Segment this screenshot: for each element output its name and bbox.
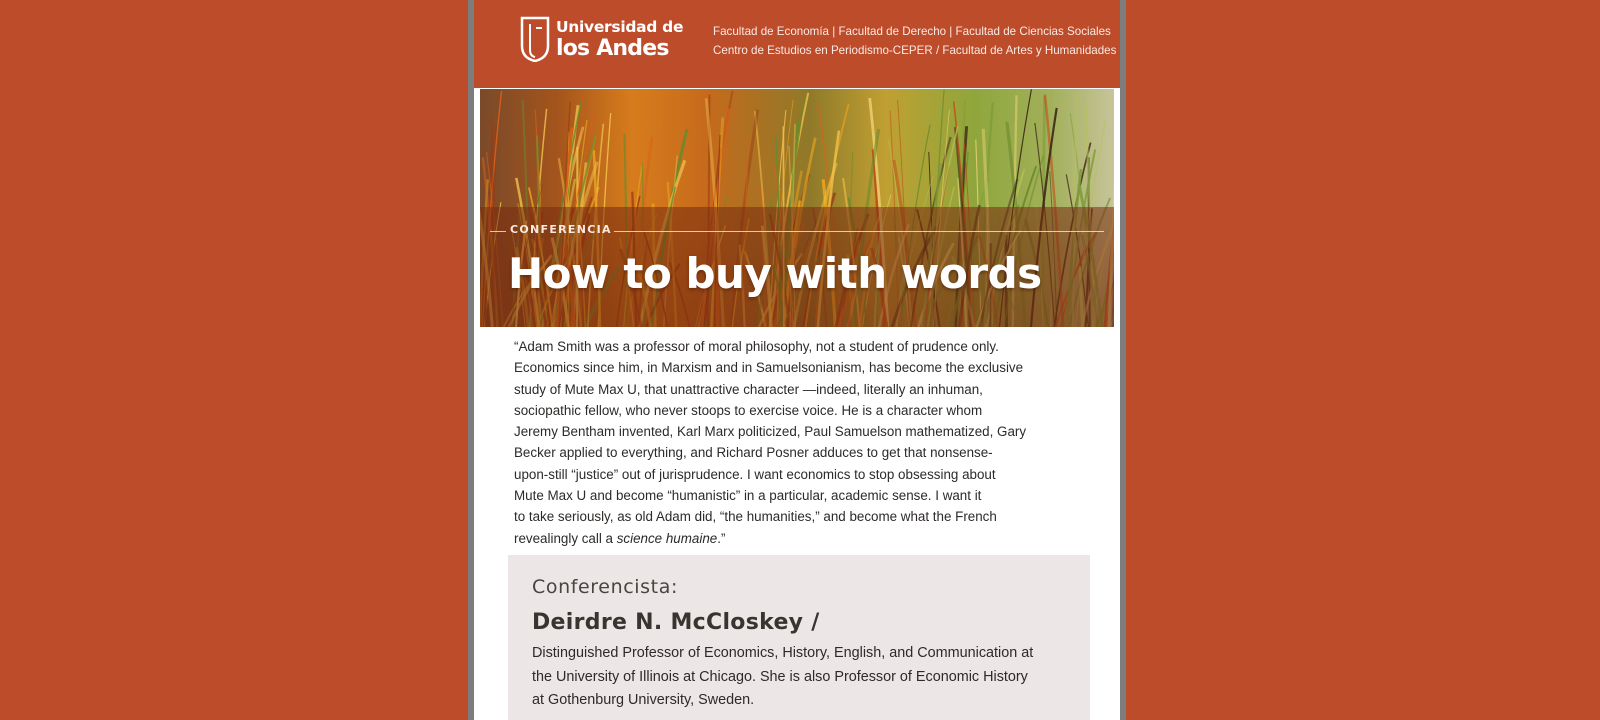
quote-line: upon-still “justice” out of jurisprudence. I want economics to stop obsessing about — [514, 466, 996, 482]
event-title: How to buy with words — [508, 249, 1042, 298]
event-quote — [514, 336, 1074, 549]
speaker-name: Deirdre N. McCloskey / — [532, 610, 820, 635]
speaker-panel — [508, 555, 1090, 720]
quote-line: Jeremy Bentham invented, Karl Marx politicized, Paul Samuelson mathematized, Gary — [514, 424, 1027, 440]
quote-line: Economics since him, in Marxism and in Samuelsonianism, has become the exclusive — [514, 360, 1024, 376]
quote-line: sociopathic fellow, who never stoops to exercise voice. He is a character whom — [514, 402, 983, 418]
faculties-line: Facultad de Economía | Facultad de Derecho | Facultad de Ciencias Sociales — [713, 25, 1111, 38]
event-poster — [474, 0, 1120, 720]
quote-line: study of Mute Max U, that unattractive character —indeed, literally an inhuman, — [514, 381, 983, 397]
logo-text-line1: Universidad de — [556, 18, 684, 36]
quote-line: Mute Max U and become “humanistic” in a particular, academic sense. I want it — [514, 488, 982, 504]
quote-line: “Adam Smith was a professor of moral philosophy, not a student of prudence only. — [514, 339, 999, 354]
hero-banner — [480, 89, 1114, 327]
speaker-bio — [532, 642, 1072, 713]
faculties-list — [713, 22, 1116, 60]
quote-last-line — [514, 528, 1074, 549]
andes-shield-icon — [518, 16, 552, 62]
speaker-bio-line: Distinguished Professor of Economics, History, English, and Communication at — [532, 645, 1034, 661]
event-type-label: CONFERENCIA — [510, 223, 612, 236]
kicker-rule-right — [614, 231, 1104, 232]
quote-text: .” — [717, 530, 726, 546]
university-logo — [518, 16, 684, 66]
quote-line: Becker applied to everything, and Richard Posner adduces to get that nonsense- — [514, 445, 993, 461]
faculties-line: Centro de Estudios en Periodismo-CEPER / Facultad de Artes y Humanidades — [713, 44, 1117, 57]
speaker-bio-line: at Gothenburg University, Sweden. — [532, 692, 755, 708]
poster-header — [474, 0, 1120, 88]
quote-text: revealingly call a — [514, 530, 617, 546]
speaker-label: Conferencista: — [532, 576, 678, 598]
quote-line: to take seriously, as old Adam did, “the humanities,” and become what the French — [514, 509, 997, 525]
logo-text-line2: los Andes — [556, 36, 669, 61]
quote-italic-term: science humaine — [616, 530, 718, 546]
kicker-rule-left — [490, 231, 506, 232]
speaker-bio-line: the University of Illinois at Chicago. She is also Professor of Economic History — [532, 668, 1028, 685]
